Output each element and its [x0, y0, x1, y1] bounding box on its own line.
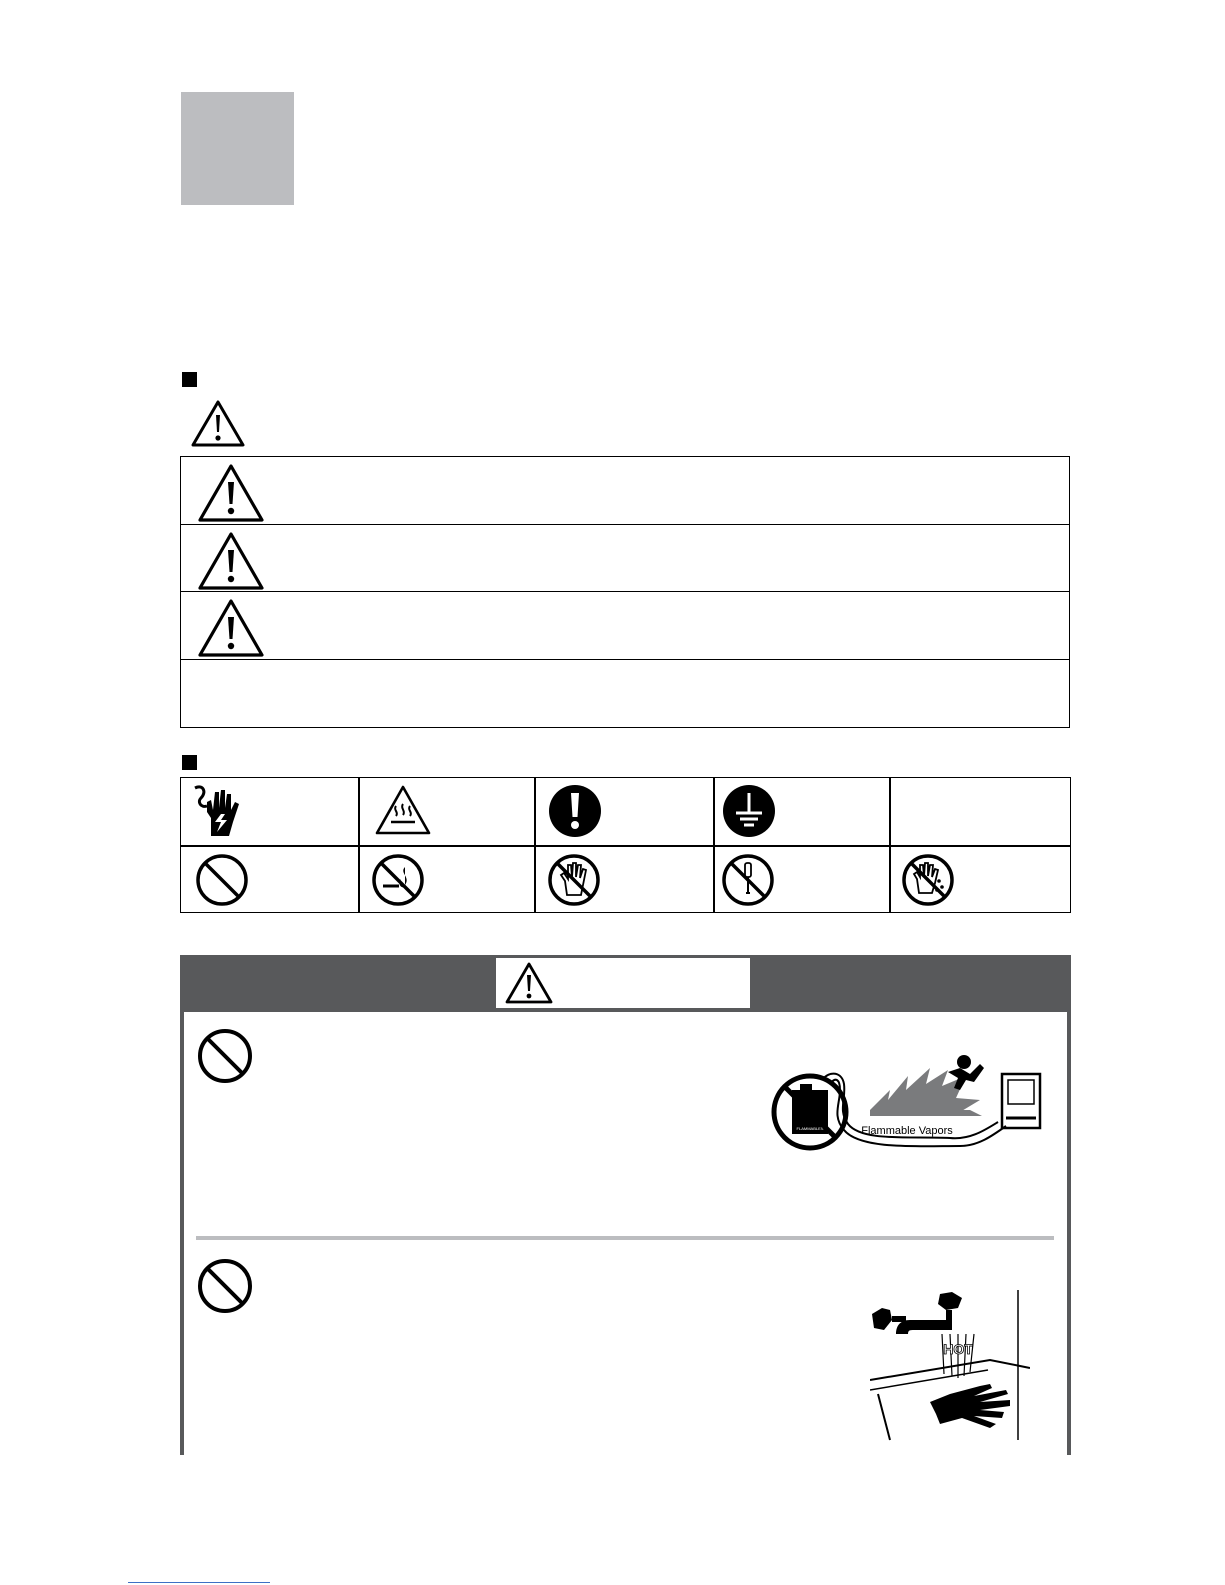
do-not-touch-wet-hands-icon — [901, 853, 955, 907]
section-marker — [182, 755, 197, 770]
signal-row-note — [181, 660, 1069, 726]
item-divider — [196, 1236, 1054, 1240]
chapter-tab — [181, 92, 294, 205]
signal-row-danger — [181, 457, 1069, 525]
symbol-cell — [535, 846, 713, 912]
warning-triangle-icon — [196, 530, 266, 592]
symbol-cell — [359, 846, 534, 912]
symbol-cell — [181, 846, 358, 912]
mandatory-action-icon — [547, 783, 603, 839]
prohibited-icon — [196, 1027, 254, 1085]
symbol-cell — [714, 846, 889, 912]
signal-row-warning — [181, 525, 1069, 592]
symbol-cell — [181, 778, 358, 845]
section-marker — [182, 372, 197, 387]
symbol-cell — [714, 778, 889, 845]
symbol-cell-empty — [890, 778, 1070, 845]
symbol-grid — [180, 777, 1071, 913]
flammable-vapors-label: Flammable Vapors — [861, 1125, 953, 1137]
electric-shock-icon — [191, 782, 245, 840]
warning-triangle-icon — [504, 961, 554, 1005]
flammable-vapors-illustration — [770, 1050, 1050, 1162]
symbol-cell — [890, 846, 1070, 912]
prohibited-icon — [196, 1257, 254, 1315]
signal-word-table — [180, 456, 1070, 728]
ground-connection-icon — [721, 783, 777, 839]
warning-triangle-icon — [196, 462, 266, 524]
warning-label — [496, 958, 750, 1008]
signal-row-caution — [181, 592, 1069, 660]
warning-triangle-icon — [190, 398, 246, 448]
symbol-cell — [535, 778, 713, 845]
bottom-link-underline[interactable] — [128, 1582, 270, 1583]
hot-label: HOT — [943, 1341, 973, 1357]
no-open-flame-icon — [371, 853, 425, 907]
hot-surface-icon — [374, 784, 432, 836]
hot-water-tap-illustration — [870, 1290, 1030, 1450]
prohibited-icon — [195, 853, 249, 907]
can-label: FLAMMABLES — [796, 1126, 824, 1131]
do-not-disassemble-icon — [721, 853, 775, 907]
do-not-touch-icon — [547, 853, 601, 907]
warning-triangle-icon — [196, 597, 266, 659]
symbol-cell — [359, 778, 534, 845]
